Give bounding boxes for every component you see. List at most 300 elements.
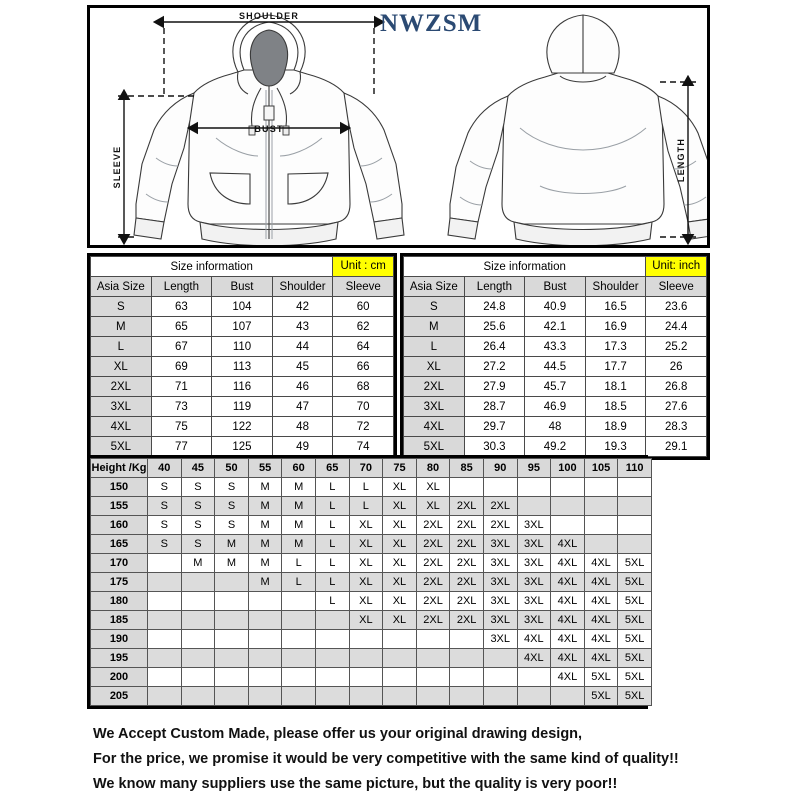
matrix-cell: M — [282, 535, 316, 554]
matrix-cell — [148, 630, 182, 649]
table-row — [404, 297, 707, 317]
matrix-cell — [383, 668, 417, 687]
size-table-cm — [87, 253, 397, 460]
matrix-cell: XL — [383, 535, 417, 554]
size-label: 5XL — [91, 437, 152, 457]
matrix-cell — [416, 630, 450, 649]
matrix-cell — [517, 497, 551, 516]
matrix-cell — [383, 649, 417, 668]
cell-sleeve: 68 — [333, 377, 394, 397]
cell-sleeve: 60 — [333, 297, 394, 317]
matrix-cell — [483, 649, 517, 668]
unit-badge: Unit: inch — [646, 257, 707, 277]
matrix-cell: 4XL — [551, 535, 585, 554]
cell-sleeve: 29.1 — [646, 437, 707, 457]
matrix-cell — [584, 516, 618, 535]
weight-header-70: 70 — [349, 459, 383, 478]
matrix-cell — [181, 649, 215, 668]
matrix-cell: 2XL — [450, 516, 484, 535]
cell-sleeve: 62 — [333, 317, 394, 337]
hoodie-diagrams-svg — [90, 8, 710, 248]
height-label-195: 195 — [91, 649, 148, 668]
cell-sleeve: 74 — [333, 437, 394, 457]
matrix-cell: 4XL — [551, 649, 585, 668]
weight-header-50: 50 — [215, 459, 249, 478]
cell-length: 65 — [151, 317, 212, 337]
size-label: M — [404, 317, 465, 337]
size-label: XL — [91, 357, 152, 377]
matrix-cell — [148, 668, 182, 687]
column-header-sleeve: Sleeve — [333, 277, 394, 297]
size-label: M — [91, 317, 152, 337]
cell-sleeve: 26 — [646, 357, 707, 377]
matrix-cell: 4XL — [517, 649, 551, 668]
cell-bust: 45.7 — [525, 377, 586, 397]
cell-shoulder: 16.5 — [585, 297, 646, 317]
matrix-cell: M — [248, 554, 282, 573]
matrix-cell — [181, 687, 215, 706]
matrix-cell: L — [282, 554, 316, 573]
cell-length: 25.6 — [464, 317, 525, 337]
size-table-cm-grid — [90, 256, 394, 457]
height-weight-matrix — [87, 455, 648, 709]
matrix-cell — [383, 687, 417, 706]
matrix-cell: XL — [383, 497, 417, 516]
cell-sleeve: 72 — [333, 417, 394, 437]
matrix-cell: 5XL — [618, 668, 652, 687]
matrix-row — [91, 573, 652, 592]
matrix-cell: 2XL — [450, 573, 484, 592]
matrix-cell — [282, 668, 316, 687]
table-row — [91, 357, 394, 377]
cell-length: 73 — [151, 397, 212, 417]
table-row — [91, 417, 394, 437]
size-label: 4XL — [404, 417, 465, 437]
matrix-cell: L — [315, 573, 349, 592]
matrix-cell: 3XL — [483, 573, 517, 592]
matrix-cell: M — [248, 535, 282, 554]
cell-length: 63 — [151, 297, 212, 317]
cell-sleeve: 26.8 — [646, 377, 707, 397]
table-row — [404, 397, 707, 417]
footer-notes — [93, 722, 753, 797]
height-label-155: 155 — [91, 497, 148, 516]
matrix-cell: L — [315, 554, 349, 573]
column-header-asia-size: Asia Size — [404, 277, 465, 297]
column-header-shoulder: Shoulder — [585, 277, 646, 297]
cell-shoulder: 44 — [272, 337, 333, 357]
matrix-cell: S — [181, 516, 215, 535]
matrix-cell: XL — [349, 554, 383, 573]
height-label-160: 160 — [91, 516, 148, 535]
matrix-cell — [315, 649, 349, 668]
size-label: 3XL — [404, 397, 465, 417]
height-weight-grid — [90, 458, 652, 706]
matrix-cell: 3XL — [483, 535, 517, 554]
matrix-cell — [248, 649, 282, 668]
matrix-cell: S — [215, 516, 249, 535]
cell-bust: 119 — [212, 397, 273, 417]
brand-logo: NWZSM — [380, 10, 483, 37]
size-table-title: Size information — [404, 257, 646, 277]
size-label: 3XL — [91, 397, 152, 417]
matrix-cell: M — [282, 478, 316, 497]
matrix-cell: 2XL — [450, 554, 484, 573]
cell-bust: 43.3 — [525, 337, 586, 357]
matrix-cell: M — [282, 497, 316, 516]
cell-length: 28.7 — [464, 397, 525, 417]
matrix-cell — [248, 611, 282, 630]
matrix-cell — [315, 687, 349, 706]
matrix-cell — [148, 592, 182, 611]
weight-header-90: 90 — [483, 459, 517, 478]
column-header-sleeve: Sleeve — [646, 277, 707, 297]
matrix-cell: 4XL — [551, 592, 585, 611]
matrix-cell: L — [349, 497, 383, 516]
matrix-cell — [215, 573, 249, 592]
matrix-cell: 4XL — [584, 554, 618, 573]
cell-shoulder: 43 — [272, 317, 333, 337]
note-line-1: We Accept Custom Made, please offer us your original drawing design, — [93, 726, 583, 742]
cell-bust: 42.1 — [525, 317, 586, 337]
matrix-cell — [584, 497, 618, 516]
matrix-cell — [181, 592, 215, 611]
matrix-cell — [618, 497, 652, 516]
matrix-cell: 2XL — [416, 554, 450, 573]
matrix-cell: 2XL — [450, 611, 484, 630]
weight-header-60: 60 — [282, 459, 316, 478]
matrix-row — [91, 516, 652, 535]
cell-sleeve: 23.6 — [646, 297, 707, 317]
matrix-cell: 4XL — [551, 630, 585, 649]
matrix-cell: 3XL — [517, 535, 551, 554]
height-label-190: 190 — [91, 630, 148, 649]
matrix-cell — [181, 573, 215, 592]
table-row — [91, 397, 394, 417]
matrix-cell: 2XL — [416, 573, 450, 592]
cell-sleeve: 25.2 — [646, 337, 707, 357]
cell-length: 27.2 — [464, 357, 525, 377]
matrix-cell — [383, 630, 417, 649]
matrix-cell: 4XL — [551, 668, 585, 687]
matrix-row — [91, 535, 652, 554]
height-label-175: 175 — [91, 573, 148, 592]
matrix-cell: 5XL — [584, 687, 618, 706]
cell-shoulder: 17.7 — [585, 357, 646, 377]
size-label: L — [404, 337, 465, 357]
matrix-row — [91, 649, 652, 668]
matrix-cell: M — [248, 573, 282, 592]
matrix-cell — [248, 630, 282, 649]
matrix-cell — [181, 611, 215, 630]
matrix-corner-label: Height /Kg — [91, 459, 148, 478]
matrix-cell: 3XL — [517, 554, 551, 573]
matrix-cell — [315, 630, 349, 649]
cell-shoulder: 18.5 — [585, 397, 646, 417]
matrix-cell: L — [315, 516, 349, 535]
column-header-length: Length — [151, 277, 212, 297]
table-row — [404, 317, 707, 337]
matrix-cell: 4XL — [584, 592, 618, 611]
note-line-2: For the price, we promise it would be very competitive with the same kind of quality!! — [93, 751, 679, 767]
weight-header-105: 105 — [584, 459, 618, 478]
matrix-cell: S — [181, 535, 215, 554]
height-label-185: 185 — [91, 611, 148, 630]
column-header-length: Length — [464, 277, 525, 297]
matrix-cell: M — [248, 497, 282, 516]
cell-bust: 49.2 — [525, 437, 586, 457]
cell-bust: 46.9 — [525, 397, 586, 417]
matrix-cell: 3XL — [517, 573, 551, 592]
cell-bust: 107 — [212, 317, 273, 337]
matrix-cell — [148, 611, 182, 630]
matrix-row — [91, 611, 652, 630]
column-header-bust: Bust — [212, 277, 273, 297]
table-row — [404, 437, 707, 457]
weight-header-95: 95 — [517, 459, 551, 478]
cell-sleeve: 24.4 — [646, 317, 707, 337]
cell-shoulder: 46 — [272, 377, 333, 397]
matrix-cell: 4XL — [584, 611, 618, 630]
matrix-cell — [349, 630, 383, 649]
matrix-cell: 2XL — [416, 535, 450, 554]
matrix-cell — [315, 611, 349, 630]
matrix-cell: 5XL — [584, 668, 618, 687]
matrix-cell — [618, 535, 652, 554]
matrix-cell — [416, 668, 450, 687]
matrix-cell: S — [181, 497, 215, 516]
cell-length: 30.3 — [464, 437, 525, 457]
column-header-bust: Bust — [525, 277, 586, 297]
matrix-cell — [551, 687, 585, 706]
size-table-title: Size information — [91, 257, 333, 277]
matrix-cell: 5XL — [618, 611, 652, 630]
height-label-150: 150 — [91, 478, 148, 497]
height-label-165: 165 — [91, 535, 148, 554]
cell-shoulder: 18.1 — [585, 377, 646, 397]
matrix-cell — [215, 611, 249, 630]
matrix-row — [91, 554, 652, 573]
weight-header-80: 80 — [416, 459, 450, 478]
matrix-cell — [282, 592, 316, 611]
weight-header-75: 75 — [383, 459, 417, 478]
size-label: 5XL — [404, 437, 465, 457]
table-row — [91, 317, 394, 337]
matrix-cell: S — [148, 478, 182, 497]
matrix-cell — [584, 478, 618, 497]
matrix-cell — [517, 478, 551, 497]
matrix-cell: XL — [416, 497, 450, 516]
matrix-cell: 4XL — [551, 554, 585, 573]
matrix-row — [91, 630, 652, 649]
cell-bust: 40.9 — [525, 297, 586, 317]
matrix-cell: 4XL — [584, 573, 618, 592]
matrix-cell — [282, 687, 316, 706]
matrix-cell: 3XL — [517, 516, 551, 535]
matrix-cell: M — [181, 554, 215, 573]
table-row — [91, 297, 394, 317]
matrix-cell: 3XL — [483, 630, 517, 649]
height-label-180: 180 — [91, 592, 148, 611]
matrix-cell: M — [215, 554, 249, 573]
cell-bust: 113 — [212, 357, 273, 377]
cell-shoulder: 19.3 — [585, 437, 646, 457]
matrix-cell — [248, 687, 282, 706]
matrix-cell — [315, 668, 349, 687]
column-header-shoulder: Shoulder — [272, 277, 333, 297]
matrix-cell — [282, 611, 316, 630]
matrix-cell: 4XL — [584, 630, 618, 649]
matrix-cell: S — [148, 535, 182, 554]
matrix-row — [91, 497, 652, 516]
weight-header-45: 45 — [181, 459, 215, 478]
size-table-header-row — [404, 277, 707, 297]
size-table-inch — [400, 253, 710, 460]
cell-bust: 48 — [525, 417, 586, 437]
matrix-cell: 2XL — [450, 497, 484, 516]
matrix-cell: 3XL — [517, 592, 551, 611]
weight-header-85: 85 — [450, 459, 484, 478]
matrix-cell — [349, 649, 383, 668]
height-label-200: 200 — [91, 668, 148, 687]
matrix-cell — [483, 478, 517, 497]
matrix-cell — [215, 592, 249, 611]
matrix-cell: M — [215, 535, 249, 554]
cell-length: 77 — [151, 437, 212, 457]
size-label: S — [404, 297, 465, 317]
matrix-cell: XL — [383, 573, 417, 592]
cell-bust: 116 — [212, 377, 273, 397]
matrix-cell — [215, 668, 249, 687]
weight-header-100: 100 — [551, 459, 585, 478]
matrix-cell: XL — [349, 592, 383, 611]
matrix-cell: L — [315, 497, 349, 516]
table-row — [404, 337, 707, 357]
size-table-header-row — [91, 277, 394, 297]
matrix-cell: XL — [349, 535, 383, 554]
cell-shoulder: 18.9 — [585, 417, 646, 437]
matrix-cell — [551, 478, 585, 497]
matrix-cell: 2XL — [416, 516, 450, 535]
matrix-cell: XL — [416, 478, 450, 497]
matrix-cell — [517, 668, 551, 687]
matrix-cell: 3XL — [517, 611, 551, 630]
matrix-cell: 4XL — [517, 630, 551, 649]
matrix-cell: L — [315, 592, 349, 611]
matrix-cell — [483, 668, 517, 687]
size-information-tables — [87, 253, 710, 460]
cell-shoulder: 47 — [272, 397, 333, 417]
size-label: XL — [404, 357, 465, 377]
cell-sleeve: 27.6 — [646, 397, 707, 417]
matrix-cell — [584, 535, 618, 554]
matrix-cell — [517, 687, 551, 706]
cell-shoulder: 17.3 — [585, 337, 646, 357]
size-table-inch-grid — [403, 256, 707, 457]
cell-length: 71 — [151, 377, 212, 397]
size-label: L — [91, 337, 152, 357]
matrix-cell: 2XL — [416, 611, 450, 630]
size-table-title-row — [404, 257, 707, 277]
matrix-cell: 3XL — [483, 592, 517, 611]
matrix-cell — [450, 630, 484, 649]
matrix-cell: L — [282, 573, 316, 592]
matrix-cell — [416, 649, 450, 668]
matrix-cell — [450, 478, 484, 497]
cell-sleeve: 64 — [333, 337, 394, 357]
svg-text:LENGTH: LENGTH — [676, 137, 686, 183]
matrix-cell: 4XL — [551, 573, 585, 592]
size-label: 4XL — [91, 417, 152, 437]
cell-length: 75 — [151, 417, 212, 437]
matrix-cell: 3XL — [483, 554, 517, 573]
size-table-title-row — [91, 257, 394, 277]
cell-shoulder: 42 — [272, 297, 333, 317]
cell-sleeve: 28.3 — [646, 417, 707, 437]
matrix-cell — [181, 668, 215, 687]
cell-length: 67 — [151, 337, 212, 357]
matrix-cell: 4XL — [584, 649, 618, 668]
size-label: 2XL — [91, 377, 152, 397]
matrix-cell: 4XL — [551, 611, 585, 630]
table-row — [91, 337, 394, 357]
weight-header-65: 65 — [315, 459, 349, 478]
matrix-cell: 5XL — [618, 649, 652, 668]
matrix-cell — [215, 649, 249, 668]
matrix-cell — [248, 668, 282, 687]
cell-bust: 104 — [212, 297, 273, 317]
matrix-cell: XL — [383, 592, 417, 611]
matrix-cell: 5XL — [618, 687, 652, 706]
size-label: S — [91, 297, 152, 317]
matrix-cell: M — [282, 516, 316, 535]
matrix-cell: L — [315, 478, 349, 497]
matrix-cell — [148, 687, 182, 706]
matrix-cell — [450, 687, 484, 706]
matrix-cell — [215, 687, 249, 706]
cell-bust: 125 — [212, 437, 273, 457]
matrix-cell — [618, 516, 652, 535]
cell-bust: 110 — [212, 337, 273, 357]
matrix-cell: 5XL — [618, 592, 652, 611]
matrix-cell — [551, 497, 585, 516]
matrix-cell — [618, 478, 652, 497]
unit-badge: Unit : cm — [333, 257, 394, 277]
matrix-cell: 2XL — [483, 497, 517, 516]
cell-bust: 44.5 — [525, 357, 586, 377]
matrix-cell: 2XL — [483, 516, 517, 535]
matrix-cell — [551, 516, 585, 535]
matrix-cell: 2XL — [416, 592, 450, 611]
cell-shoulder: 16.9 — [585, 317, 646, 337]
cell-sleeve: 66 — [333, 357, 394, 377]
matrix-cell: XL — [349, 516, 383, 535]
matrix-cell — [349, 668, 383, 687]
cell-length: 69 — [151, 357, 212, 377]
matrix-cell — [215, 630, 249, 649]
matrix-cell — [148, 649, 182, 668]
matrix-cell — [248, 592, 282, 611]
matrix-cell: S — [215, 478, 249, 497]
matrix-cell: 2XL — [450, 592, 484, 611]
matrix-cell: XL — [383, 516, 417, 535]
matrix-cell — [282, 649, 316, 668]
table-row — [404, 377, 707, 397]
table-row — [91, 437, 394, 457]
matrix-row — [91, 668, 652, 687]
matrix-cell: M — [248, 478, 282, 497]
garment-illustration-panel — [87, 5, 710, 248]
